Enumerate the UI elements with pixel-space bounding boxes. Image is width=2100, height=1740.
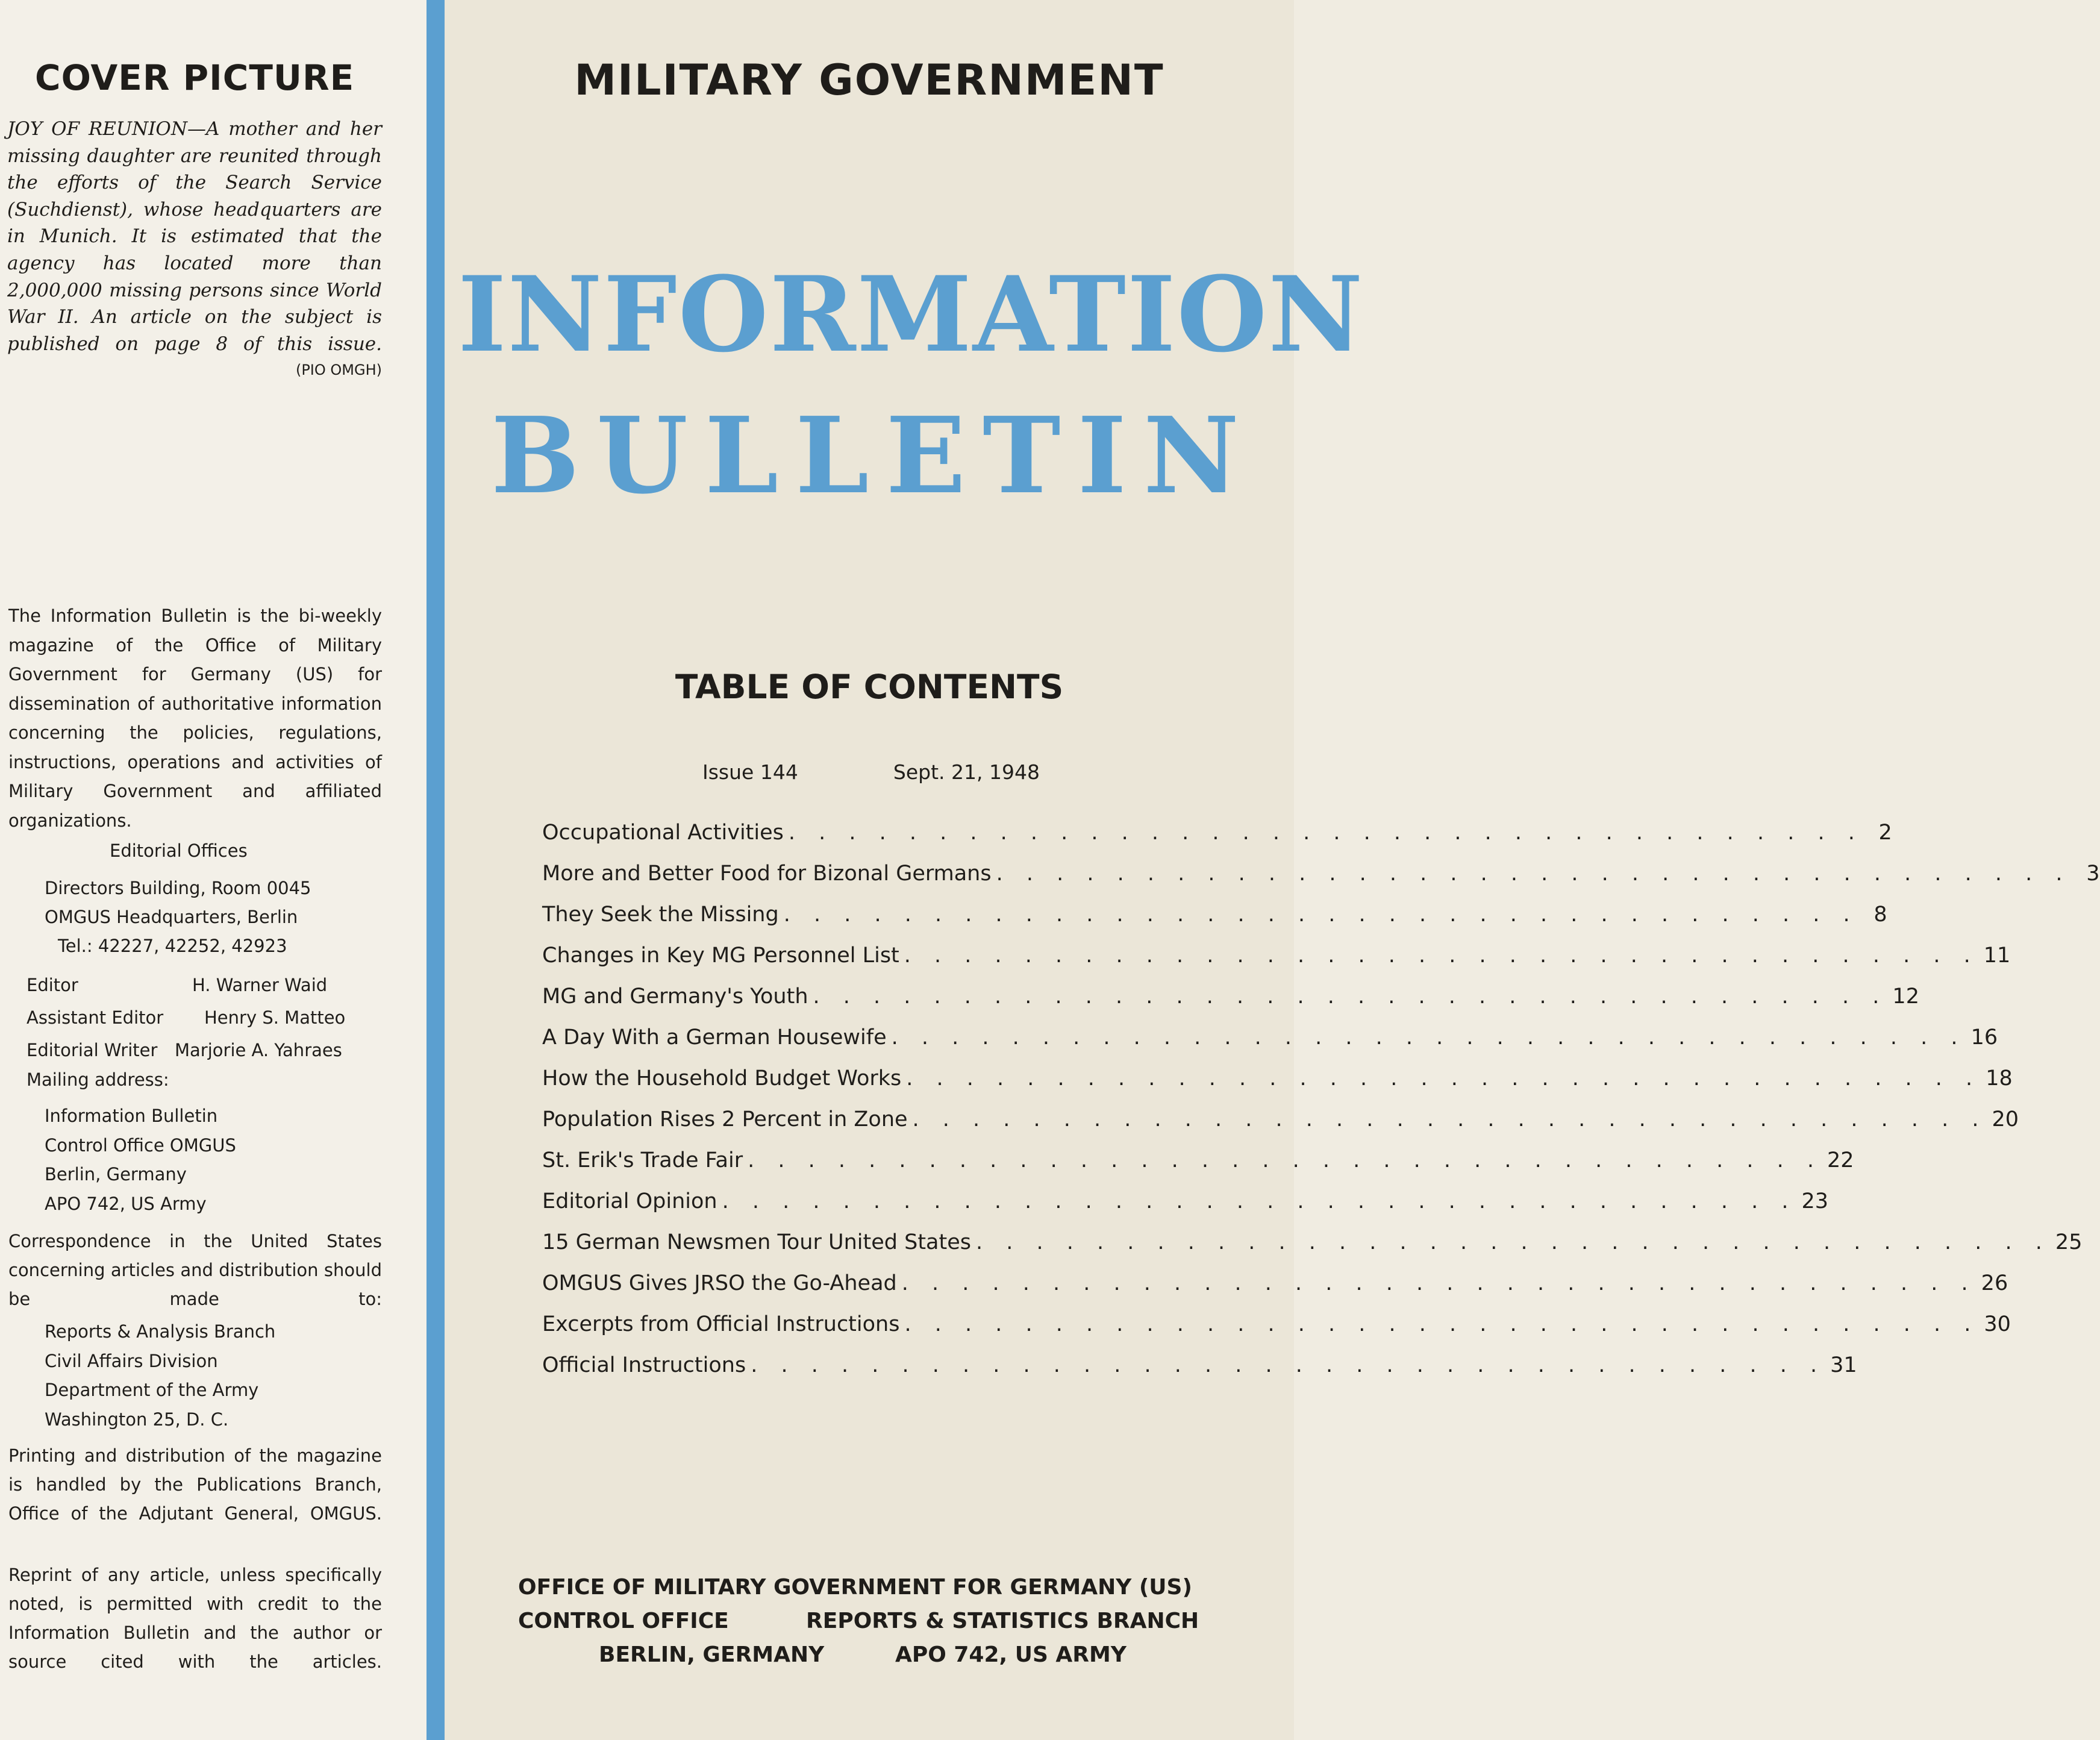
toc-entry — [542, 821, 1892, 862]
phone-line: Tel.: 42227, 42252, 42923 — [58, 936, 287, 956]
correspondence-text: Correspondence in the United States concerning articles and distribution should be made to: — [8, 1231, 382, 1309]
dot-leader: . . . . . . . . . . . . . . . . . . . . . . . . . . . . . . . . . . . . — [751, 1353, 1826, 1377]
staff-role: Editor — [27, 975, 78, 995]
dot-leader: . . . . . . . . . . . . . . . . . . . . . . . . . . . . . . . . . . . . — [912, 1107, 1987, 1131]
dot-leader: . . . . . . . . . . . . . . . . . . . . . . . . . . . . . . . . . . . . — [996, 862, 2071, 886]
cover-caption: JOY OF REUNION—A mother and her missing daughter are reunited through the efforts of the Search Service (Suchdienst), whose headquarters are in Munich. It is estimated that the agency has located more than 2,000,000 missing persons since World War II. An article on the subject is published on page 8 of this issue. — [7, 118, 382, 355]
staff-name: Marjorie A. Yahraes — [175, 1040, 342, 1060]
address-line: Washington 25, D. C. — [45, 1409, 229, 1430]
dot-leader: . . . . . . . . . . . . . . . . . . . . . . . . . . . . . . . . . . . . — [783, 903, 1858, 927]
title-information: INFORMATION — [458, 253, 1364, 375]
staff-row — [27, 969, 345, 1001]
editorial-offices-heading: Editorial Offices — [110, 840, 248, 861]
footer-control-office: CONTROL OFFICE — [518, 1609, 729, 1633]
toc-entry-title: Official Instructions — [542, 1353, 746, 1377]
toc-entry — [542, 1230, 2083, 1271]
dot-leader: . . . . . . . . . . . . . . . . . . . . . . . . . . . . . . . . . . . . — [788, 821, 1863, 845]
toc-entry-page: 22 — [1827, 1148, 1854, 1172]
mailing-address — [45, 1101, 236, 1218]
issue-number: Issue 144 — [702, 760, 798, 784]
toc-entry-title: MG and Germany's Youth — [542, 984, 808, 1009]
toc-entry — [542, 944, 2011, 984]
toc-entry-title: St. Erik's Trade Fair — [542, 1148, 743, 1172]
staff-role: Editorial Writer — [27, 1040, 158, 1060]
toc-entry — [542, 1189, 1829, 1230]
dot-leader: . . . . . . . . . . . . . . . . . . . . . . . . . . . . . . . . . . . . — [748, 1148, 1823, 1172]
dot-leader: . . . . . . . . . . . . . . . . . . . . . . . . . . . . . . . . . . . . — [901, 1271, 1977, 1295]
address-line: Department of the Army — [45, 1380, 259, 1400]
toc-entry-page: 31 — [1830, 1353, 1857, 1377]
title-bulletin: BULLETIN — [490, 395, 1257, 518]
dot-leader: . . . . . . . . . . . . . . . . . . . . . . . . . . . . . . . . . . . . — [891, 1025, 1966, 1050]
toc-entry — [542, 1312, 2011, 1353]
staff-name: H. Warner Waid — [192, 975, 328, 995]
toc-entry — [542, 1025, 1998, 1066]
editorial-offices-address — [45, 874, 311, 960]
toc-entry — [542, 1148, 1854, 1189]
toc-entry-title: 15 German Newsmen Tour United States — [542, 1230, 971, 1254]
cover-credit: (PIO OMGH) — [295, 361, 382, 378]
correspondence-address — [45, 1317, 275, 1434]
address-line: Reports & Analysis Branch — [45, 1321, 276, 1342]
issue-line — [702, 760, 1040, 784]
table-of-contents — [542, 821, 2100, 1394]
address-line: Civil Affairs Division — [45, 1350, 218, 1371]
toc-entry-page: 18 — [1986, 1066, 2013, 1091]
toc-entry-title: A Day With a German Housewife — [542, 1025, 887, 1050]
toc-entry-title: Occupational Activities — [542, 821, 784, 845]
staff-list — [27, 969, 345, 1066]
staff-row — [27, 1034, 345, 1066]
toc-entry — [542, 903, 1887, 944]
dot-leader: . . . . . . . . . . . . . . . . . . . . . . . . . . . . . . . . . . . . — [722, 1189, 1797, 1213]
mailing-address-heading: Mailing address: — [27, 1069, 169, 1090]
dot-leader: . . . . . . . . . . . . . . . . . . . . . . . . . . . . . . . . . . . . — [813, 984, 1888, 1009]
reprint-note: Reprint of any article, unless specifically noted, is permitted with credit to the Information Bulletin and the author or source cited with the articles. — [8, 1565, 382, 1672]
toc-entry-title: How the Household Budget Works — [542, 1066, 902, 1091]
toc-entry — [542, 1066, 2013, 1107]
toc-entry-title: Changes in Key MG Personnel List — [542, 944, 899, 968]
toc-entry-page: 25 — [2055, 1230, 2083, 1254]
toc-entry-title: Population Rises 2 Percent in Zone — [542, 1107, 908, 1131]
toc-entry-page: 2 — [1878, 821, 1892, 845]
footer-city: BERLIN, GERMANY — [599, 1642, 825, 1667]
toc-entry-title: More and Better Food for Bizonal Germans — [542, 862, 992, 886]
toc-entry-title: They Seek the Missing — [542, 903, 779, 927]
blue-divider — [427, 0, 445, 1740]
footer-branch: REPORTS & STATISTICS BRANCH — [806, 1609, 1199, 1633]
footer-office: OFFICE OF MILITARY GOVERNMENT FOR GERMANY (US) — [518, 1575, 1192, 1600]
cover-picture-heading: COVER PICTURE — [35, 57, 355, 98]
table-of-contents-heading: TABLE OF CONTENTS — [675, 668, 1064, 706]
address-line: Directors Building, Room 0045 — [45, 878, 311, 898]
dot-leader: . . . . . . . . . . . . . . . . . . . . . . . . . . . . . . . . . . . . — [904, 944, 1979, 968]
address-line: APO 742, US Army — [45, 1193, 207, 1214]
toc-entry-page: 11 — [1983, 944, 2011, 968]
toc-entry-page: 30 — [1984, 1312, 2011, 1336]
toc-entry — [542, 1353, 1857, 1394]
dot-leader: . . . . . . . . . . . . . . . . . . . . . . . . . . . . . . . . . . . . — [904, 1312, 1980, 1336]
toc-entry — [542, 984, 1919, 1025]
issue-date: Sept. 21, 1948 — [893, 760, 1040, 784]
about-bulletin: The Information Bulletin is the bi-weekly magazine of the Office of Military Government for Germany (US) for dissemination of authoritative information concerning the policies, regulations, instructions, operations and activities of Military Government and affiliated organizations. — [8, 606, 382, 831]
toc-entry-page: 8 — [1873, 903, 1887, 927]
toc-entry — [542, 862, 2100, 903]
toc-entry-page: 20 — [1992, 1107, 2019, 1131]
staff-row — [27, 1001, 345, 1034]
toc-entry-page: 12 — [1892, 984, 1919, 1009]
dot-leader: . . . . . . . . . . . . . . . . . . . . . . . . . . . . . . . . . . . . — [906, 1066, 1981, 1091]
address-line: Information Bulletin — [45, 1106, 218, 1126]
toc-entry-title: Excerpts from Official Instructions — [542, 1312, 900, 1336]
toc-entry-page: 3 — [2086, 862, 2100, 886]
address-line: Berlin, Germany — [45, 1164, 187, 1185]
masthead-military-government: MILITARY GOVERNMENT — [574, 55, 1164, 105]
dot-leader: . . . . . . . . . . . . . . . . . . . . . . . . . . . . . . . . . . . . — [976, 1230, 2051, 1254]
toc-entry-page: 23 — [1801, 1189, 1829, 1213]
toc-entry-title: OMGUS Gives JRSO the Go-Ahead — [542, 1271, 897, 1295]
staff-name: Henry S. Matteo — [204, 1007, 346, 1028]
toc-entry — [542, 1271, 2008, 1312]
address-line: OMGUS Headquarters, Berlin — [45, 907, 298, 927]
footer-apo: APO 742, US ARMY — [895, 1642, 1127, 1667]
toc-entry-page: 26 — [1981, 1271, 2008, 1295]
toc-entry — [542, 1107, 2019, 1148]
toc-entry-page: 16 — [1970, 1025, 1998, 1050]
address-line: Control Office OMGUS — [45, 1134, 236, 1156]
toc-entry-title: Editorial Opinion — [542, 1189, 717, 1213]
printing-note: Printing and distribution of the magazine is handled by the Publications Branch, Office of the Adjutant General, OMGUS. — [8, 1445, 382, 1524]
staff-role: Assistant Editor — [27, 1007, 164, 1028]
